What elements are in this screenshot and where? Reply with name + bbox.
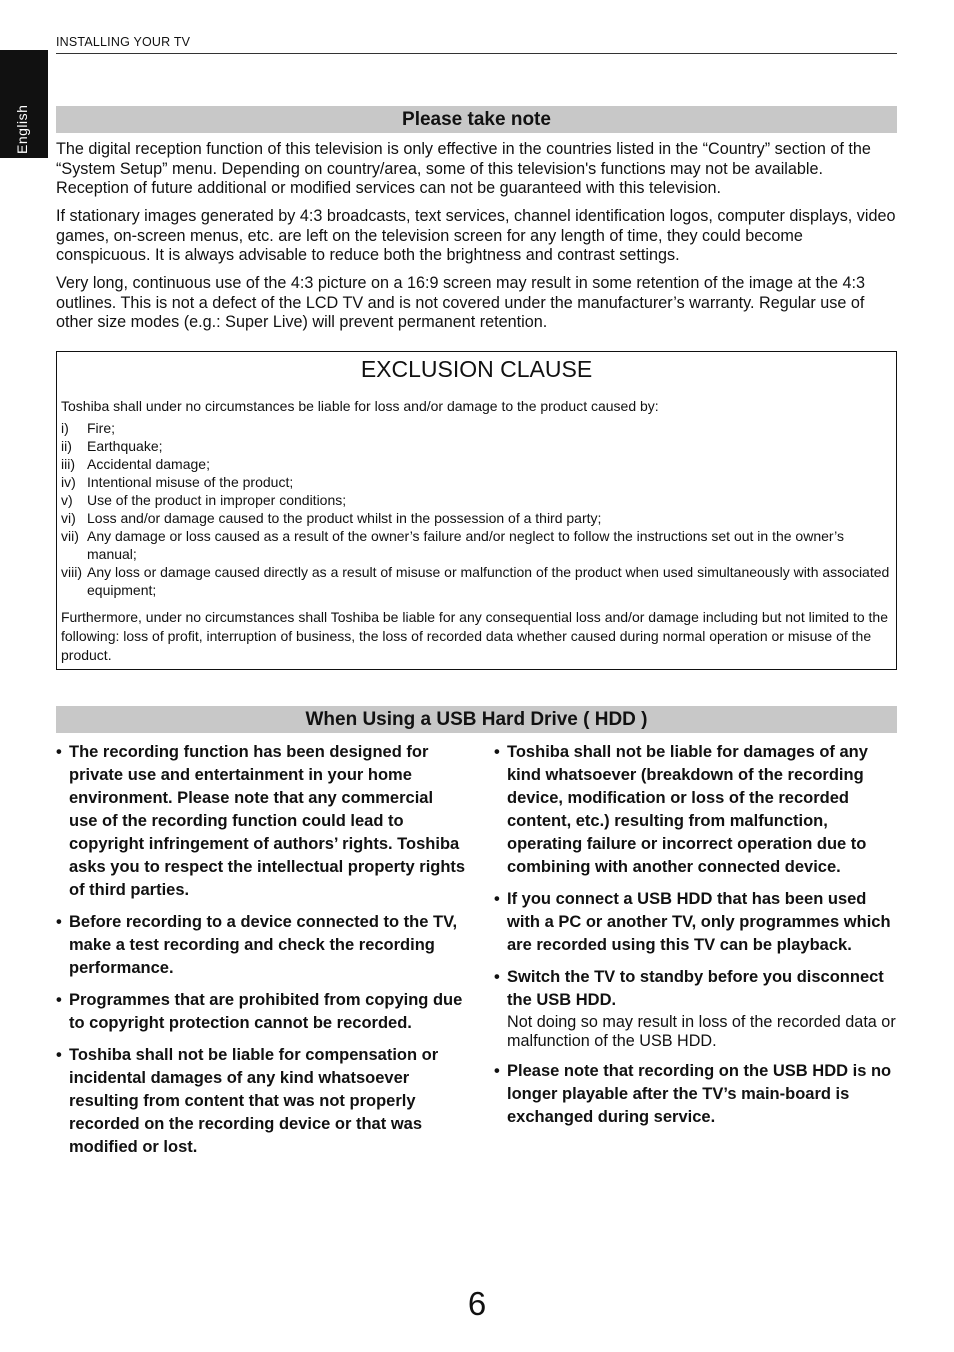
list-item (56, 1044, 466, 1159)
clause-text: Fire; (87, 420, 115, 436)
usb-hdd-heading: When Using a USB Hard Drive ( HDD ) (56, 706, 897, 733)
language-side-tab (0, 50, 48, 158)
exclusion-clause-list (61, 419, 890, 599)
usb-hdd-right-column (494, 741, 897, 1138)
list-item (494, 966, 897, 1051)
page-number: 6 (467, 1285, 487, 1322)
exclusion-clause-box (56, 351, 897, 670)
running-head: INSTALLING YOUR TV (56, 35, 191, 49)
list-item (56, 911, 466, 980)
clause-item (61, 455, 890, 473)
bullet-mark: • (56, 913, 62, 931)
clause-text: Loss and/or damage caused to the product whilst in the possession of a third party; (87, 510, 602, 526)
bullet-mark: • (494, 890, 500, 908)
clause-number: ii) (61, 438, 72, 454)
clause-number: vi) (61, 510, 76, 526)
clause-item (61, 563, 890, 599)
clause-number: i) (61, 420, 69, 436)
clause-item (61, 509, 890, 527)
bullet-mark: • (56, 991, 62, 1009)
clause-text: Intentional misuse of the product; (87, 474, 294, 490)
clause-text: Earthquake; (87, 438, 163, 454)
clause-item (61, 437, 890, 455)
bullet-text: Toshiba shall not be liable for compensation or incidental damages of any kind whatsoever resulting from content that was not properly recorded on the recording device or that was modified or lost. (69, 1046, 439, 1156)
clause-text: Use of the product in improper conditions; (87, 492, 347, 508)
clause-number: v) (61, 492, 73, 508)
note-paragraph-1: The digital reception function of this television is only effective in the countries listed in the “Country” section of the “System Setup” menu. Depending on country/area, some of this television's functions may not be available. Reception of future additional or modified services can not be guaranteed with this television. (56, 140, 871, 197)
bullet-text: Programmes that are prohibited from copying due to copyright protection cannot be recorded. (69, 991, 463, 1032)
bullet-text: If you connect a USB HDD that has been used with a PC or another TV, only programmes which are recorded using this TV can be playback. (507, 890, 891, 954)
bullet-text: Toshiba shall not be liable for damages of any kind whatsoever (breakdown of the recording device, modification or loss of the recorded content, etc.) resulting from malfunction, operating failure or incorrect operation due to combining with another connected device. (507, 743, 868, 876)
exclusion-clause-title: EXCLUSION CLAUSE (360, 356, 593, 382)
language-tab-label: English (14, 104, 30, 154)
clause-number: vii) (61, 528, 79, 544)
clause-text: Any damage or loss caused as a result of the owner’s failure and/or neglect to follow the instructions set out in the owner’s manual; (87, 528, 844, 562)
clause-number: iv) (61, 474, 76, 490)
bullet-note: Not doing so may result in loss of the recorded data or malfunction of the USB HDD. (507, 1013, 896, 1050)
clause-item (61, 527, 890, 563)
bullet-mark: • (494, 1062, 500, 1080)
list-item (494, 741, 897, 879)
list-item (494, 1060, 897, 1129)
please-take-note-heading: Please take note (56, 106, 897, 133)
clause-item (61, 491, 890, 509)
list-item (56, 989, 466, 1035)
bullet-mark: • (56, 743, 62, 761)
note-paragraph-2: If stationary images generated by 4:3 broadcasts, text services, channel identification logos, computer displays, video games, on-screen menus, etc. are left on the television screen for any length of time, they could become conspicuous. It is always advisable to reduce both the brightness and contrast settings. (56, 207, 896, 264)
bullet-text: Before recording to a device connected to the TV, make a test recording and check the recording performance. (69, 913, 458, 977)
clause-item (61, 473, 890, 491)
list-item (494, 888, 897, 957)
bullet-text: The recording function has been designed for private use and entertainment in your home environment. Please note that any commercial use of the recording function could lead to copyright infringement of authors’ rights. Toshiba asks you to respect the intellectual property rights of third parties. (69, 743, 466, 899)
clause-number: viii) (61, 564, 82, 580)
exclusion-clause-intro: Toshiba shall under no circumstances be liable for loss and/or damage to the product caused by: (61, 398, 659, 414)
clause-text: Accidental damage; (87, 456, 210, 472)
usb-hdd-left-column (56, 741, 466, 1168)
clause-text: Any loss or damage caused directly as a result of misuse or malfunction of the product when used simultaneously with associated equipment; (87, 564, 890, 598)
exclusion-clause-outro: Furthermore, under no circumstances shall Toshiba be liable for any consequential loss and/or damage including but not limited to the following: loss of profit, interruption of business, the loss of recorded data whether caused during normal operation or misuse of the product. (61, 609, 888, 663)
bullet-text: Switch the TV to standby before you disconnect the USB HDD. (507, 968, 884, 1009)
bullet-mark: • (494, 743, 500, 761)
bullet-text: Please note that recording on the USB HDD is no longer playable after the TV’s main-board is exchanged during service. (507, 1062, 892, 1126)
bullet-mark: • (56, 1046, 62, 1064)
bullet-mark: • (494, 968, 500, 986)
clause-number: iii) (61, 456, 75, 472)
clause-item (61, 419, 890, 437)
header-divider (56, 53, 897, 54)
note-paragraph-3: Very long, continuous use of the 4:3 picture on a 16:9 screen may result in some retention of the image at the 4:3 outlines. This is not a defect of the LCD TV and is not covered under the manufacturer’s warranty. Regular use of other size modes (e.g.: Super Live) will prevent permanent retention. (56, 274, 865, 331)
list-item (56, 741, 466, 902)
